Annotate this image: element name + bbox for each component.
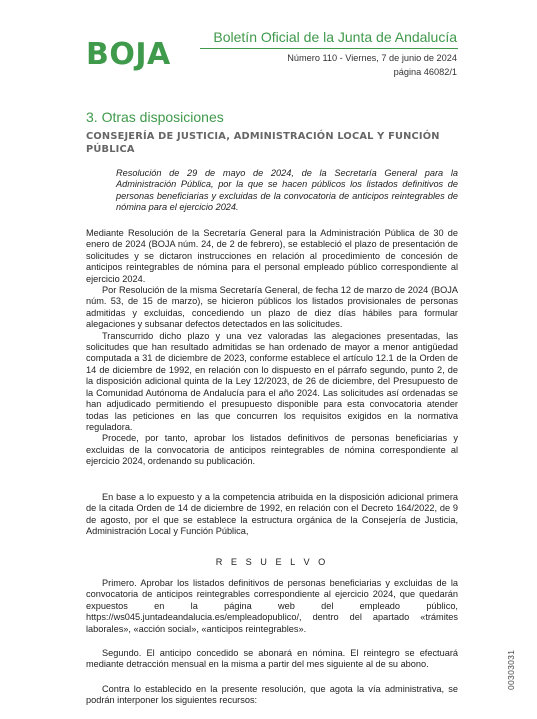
header-divider <box>200 48 458 49</box>
department-heading: CONSEJERÍA DE JUSTICIA, ADMINISTRACIÓN LOCAL Y FUNCIÓN PÚBLICA <box>86 131 440 155</box>
paragraph: Transcurrido dicho plazo y una vez valoradas las alegaciones presentadas, las solicitudes que han resultado admitidas se han ordenado de mayor a menor antigüedad computada a 31 de diciembre de 2023, conforme establece el artículo 12.1 de la Orden de 14 de diciembre de 1992, en relación con lo dispuesto en el párrafo segundo, punto 2, de la disposición adicional quinta de la Ley 12/2023, de 26 de diciembre, del Presupuesto de la Comunidad Autónoma de Andalucía para el año 2024. Las solicitudes así ordenadas se han adjudicado permitiendo el presupuesto disponible para esta convocatoria atender todas las peticiones en las que concurren los requisitos exigidos en la normativa reguladora. <box>86 330 458 432</box>
resolution-title: Resolución de 29 de mayo de 2024, de la Secretaría General para la Administración Pública, por la que se hacen públicos los listados definitivos de personas beneficiarias y excluidas de la convocatoria de anticipos reintegrables de nómina para el ejercicio 2024. <box>116 168 458 213</box>
bulletin-title: Boletín Oficial de la Junta de Andalucía <box>213 29 457 45</box>
resuelvo-heading: R E S U E L V O <box>215 557 329 567</box>
paragraph: En base a lo expuesto y a la competencia atribuida en la disposición adicional primera de la citada Orden de 14 de diciembre de 1992, en relación con el Decreto 164/2022, de 9 de agosto, por el que se establece la estructura orgánica de la Consejería de Justicia, Administración Local y Función Pública, <box>86 492 458 537</box>
paragraph: Por Resolución de la misma Secretaría General, de fecha 12 de marzo de 2024 (BOJA núm. 53, de 15 de marzo), se hicieron públicos los listados provisionales de personas admitidas y excluidas, concediendo un plazo de diez días hábiles para formular alegaciones y subsanar defectos detectados en las solicitudes. <box>86 285 458 330</box>
recourse-intro <box>86 684 458 707</box>
issue-info: Número 110 - Viernes, 7 de junio de 2024 <box>287 53 457 63</box>
paragraph: Mediante Resolución de la Secretaría General para la Administración Pública de 30 de enero de 2024 (BOJA núm. 24, de 2 de febrero), se estableció el plazo de presentación de solicitudes y se dictaron instrucciones en relación al procedimiento de concesión de anticipos reintegrables de nómina para el personal empleado público correspondiente al ejercicio 2024. <box>86 228 458 284</box>
preamble-block <box>86 228 458 468</box>
boja-logo: BOJA <box>86 37 171 72</box>
section-heading: 3. Otras disposiciones <box>86 109 224 125</box>
competence-block <box>86 492 458 538</box>
document-code: 00303031 <box>506 649 516 690</box>
decision-second <box>86 648 458 671</box>
paragraph: Segundo. El anticipo concedido se abonará en nómina. El reintegro se efectuará mediante detracción mensual en la misma a partir del mes siguiente al de su abono. <box>86 648 458 670</box>
paragraph: Primero. Aprobar los listados definitivos de personas beneficiarias y excluidas de la convocatoria de anticipos reintegrables correspondiente al ejercicio 2024, que quedarán expuestos en la página web del empleado público, https://ws045.juntadeandalucia.es/empleadopublico/, dentro del apartado «trámites laborales», «acción social», «anticipos reintegrables». <box>86 578 458 634</box>
page-number: página 46082/1 <box>393 67 457 77</box>
decision-first <box>86 578 458 635</box>
paragraph: Contra lo establecido en la presente resolución, que agota la vía administrativa, se podrán interponer los siguientes recursos: <box>86 684 458 706</box>
paragraph: Procede, por tanto, aprobar los listados definitivos de personas beneficiarias y excluidas de la convocatoria de anticipos reintegrables de nómina correspondiente al ejercicio 2024, ordenando su publicación. <box>86 433 458 467</box>
